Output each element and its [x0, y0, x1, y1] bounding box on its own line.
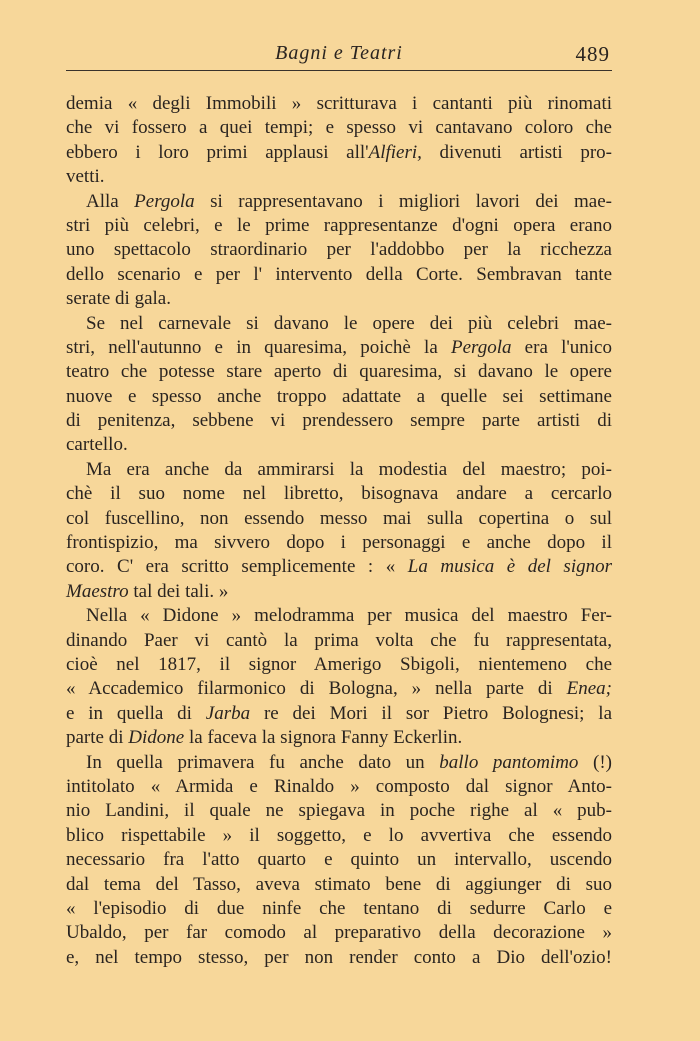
- text-run: chè il suo nome nel libretto, bisognava andare a cercarlo: [66, 483, 612, 505]
- text-run: necessario fra l'atto quarto e quinto un intervallo, uscendo: [66, 849, 612, 871]
- text-run: tal dei tali. »: [128, 580, 229, 602]
- text-line: [66, 653, 612, 677]
- text-line: [66, 263, 612, 287]
- paragraph: [66, 751, 612, 971]
- text-run: demia « degli Immobili » scritturava i cantanti più rinomati: [66, 93, 612, 114]
- text-line: [66, 702, 612, 726]
- text-run: Se nel carnevale si davano le opere dei più celebri mae-: [86, 312, 612, 334]
- text-line: [66, 921, 612, 945]
- body-text: [66, 92, 612, 970]
- text-line: [66, 726, 612, 750]
- text-line: [66, 580, 612, 604]
- text-run: Ma era anche da ammirarsi la modestia del maestro; poi-: [86, 458, 612, 480]
- text-line: [66, 848, 612, 872]
- text-run: (!): [578, 751, 612, 773]
- text-line: [66, 385, 612, 409]
- text-run: che vi fossero a quei tempi; e spesso vi cantavano coloro che: [66, 117, 612, 139]
- text-run: « Accademico filarmonico di Bologna, » nella parte di: [66, 678, 567, 700]
- text-run: nio Landini, il quale ne spiegava in poche righe al « pub-: [66, 800, 612, 822]
- text-run: dello scenario e per l' intervento della Corte. Sembravan tante: [66, 263, 612, 285]
- italic-text: ballo pantomimo: [439, 751, 579, 773]
- text-run: Alla: [86, 190, 135, 212]
- text-run: si rappresentavano i migliori lavori dei mae-: [194, 190, 612, 212]
- text-line: [66, 360, 612, 384]
- paragraph: [66, 604, 612, 750]
- text-run: e in quella di: [66, 702, 206, 724]
- text-run: cioè nel 1817, il signor Amerigo Sbigoli, nientemeno che: [66, 653, 612, 675]
- paragraph: [66, 92, 612, 190]
- text-line: [66, 873, 612, 897]
- text-line: [66, 458, 612, 482]
- page-header: [66, 36, 612, 71]
- paragraph: [66, 458, 612, 604]
- text-run: stri, nell'autunno e in quaresima, poichè la: [66, 336, 451, 358]
- text-line: [66, 507, 612, 531]
- text-line: [66, 433, 612, 457]
- text-line: [66, 799, 612, 823]
- italic-text: Didone: [128, 727, 185, 749]
- text-run: era l'unico: [511, 336, 612, 358]
- paragraph: [66, 190, 612, 312]
- text-run: la faceva la signora Fanny Eckerlin.: [184, 727, 463, 749]
- text-line: [66, 555, 612, 579]
- text-line: [66, 312, 612, 336]
- paragraph: [66, 312, 612, 458]
- text-line: [66, 238, 612, 262]
- text-run: frontispizio, ma sivvero dopo i personaggi e anche dopo il: [66, 532, 612, 554]
- text-run: e, nel tempo stesso, per non render conto a Dio dell'ozio!: [66, 946, 612, 968]
- text-run: Nella « Didone » melodramma per musica del maestro Fer-: [86, 605, 612, 627]
- text-run: blico rispettabile » il soggetto, e lo avvertiva che essendo: [66, 824, 612, 846]
- text-line: [66, 214, 612, 238]
- text-line: [66, 92, 612, 116]
- text-run: di penitenza, sebbene vi prendessero sempre parte artisti di: [66, 410, 612, 432]
- text-run: ebbero i loro primi applausi all': [66, 141, 369, 163]
- text-run: dal tema del Tasso, aveva stimato bene di aggiunger di suo: [66, 873, 612, 895]
- text-run: nuove e spesso anche troppo adattate a quelle sei settimane: [66, 385, 612, 407]
- text-run: coro. C' era scritto semplicemente : «: [66, 556, 408, 578]
- text-run: col fuscellino, non essendo messo mai sulla copertina o sul: [66, 507, 612, 529]
- text-line: [66, 336, 612, 360]
- text-line: [66, 287, 612, 311]
- italic-text: Pergola: [134, 190, 195, 212]
- text-run: divenuti artisti pro-: [421, 141, 612, 163]
- text-run: parte di: [66, 727, 129, 749]
- text-run: uno spettacolo straordinario per l'addobbo per la ricchezza: [66, 239, 612, 261]
- text-run: stri più celebri, e le prime rappresentanze d'ogni opera erano: [66, 214, 612, 236]
- text-line: [66, 946, 612, 970]
- italic-text: Enea;: [566, 678, 612, 700]
- running-title: Bagni e Teatri: [275, 42, 403, 64]
- text-run: re dei Mori il sor Pietro Bolognesi; la: [250, 702, 613, 724]
- text-line: [66, 824, 612, 848]
- text-run: vetti.: [66, 166, 105, 188]
- italic-text: Maestro: [66, 580, 129, 602]
- text-line: [66, 409, 612, 433]
- text-line: [66, 897, 612, 921]
- text-run: teatro che potesse stare aperto di quaresima, si davano le opere: [66, 361, 612, 383]
- italic-text: Alfieri,: [368, 141, 422, 163]
- text-line: [66, 165, 612, 189]
- text-line: [66, 116, 612, 140]
- text-run: « l'episodio di due ninfe che tentano di sedurre Carlo e: [66, 897, 612, 919]
- text-run: intitolato « Armida e Rinaldo » composto dal signor Anto-: [66, 775, 612, 797]
- text-line: [66, 482, 612, 506]
- text-line: [66, 604, 612, 628]
- text-line: [66, 751, 612, 775]
- italic-text: La musica è del signor: [407, 556, 613, 578]
- text-line: [66, 775, 612, 799]
- text-line: [66, 190, 612, 214]
- text-run: serate di gala.: [66, 288, 171, 310]
- text-line: [66, 677, 612, 701]
- italic-text: Jarba: [205, 702, 251, 724]
- text-line: [66, 629, 612, 653]
- text-run: cartello.: [66, 434, 128, 456]
- text-line: [66, 531, 612, 555]
- page-number: 489: [575, 42, 610, 66]
- text-line: [66, 141, 612, 165]
- text-run: dinando Paer vi cantò la prima volta che fu rappresentata,: [66, 629, 612, 651]
- italic-text: Pergola: [450, 336, 512, 358]
- text-run: In quella primavera fu anche dato un: [86, 751, 440, 773]
- text-run: Ubaldo, per far comodo al preparativo della decorazione »: [66, 922, 612, 944]
